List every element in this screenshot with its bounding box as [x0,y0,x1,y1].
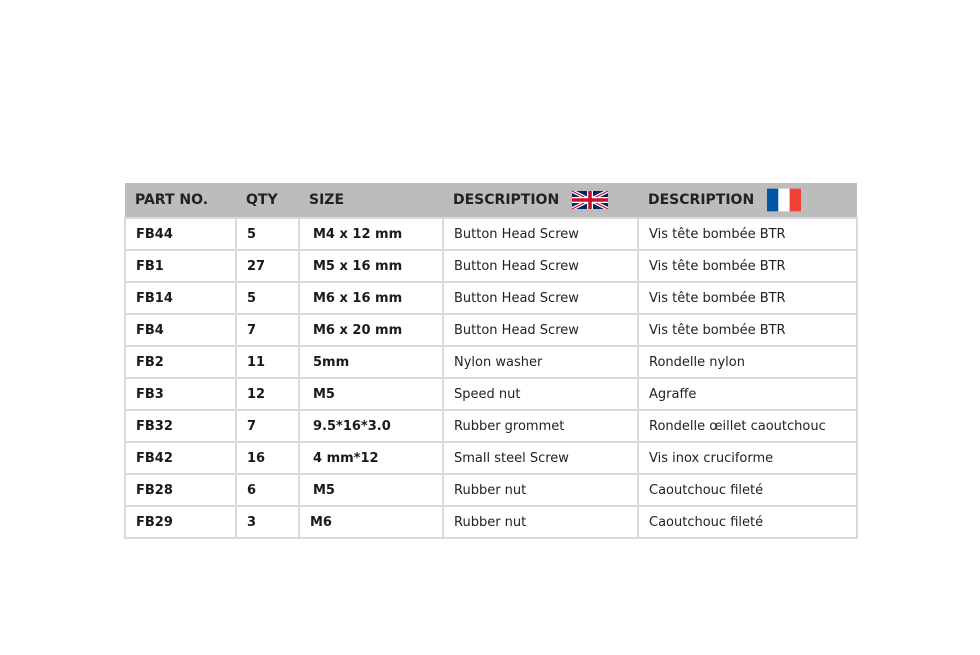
cell-part-no: FB29 [125,506,236,538]
header-qty: QTY [236,183,299,218]
cell-size: M4 x 12 mm [299,218,443,250]
header-description-en-label: DESCRIPTION [453,192,560,208]
cell-size: 5mm [299,346,443,378]
cell-qty: 5 [236,218,299,250]
cell-part-no: FB4 [125,314,236,346]
cell-description-fr: Vis tête bombée BTR [638,282,857,314]
cell-size: M6 [299,506,443,538]
table-row [125,378,857,410]
table-row [125,474,857,506]
cell-description-fr: Vis tête bombée BTR [638,250,857,282]
cell-description-en: Nylon washer [443,346,638,378]
cell-size: 4 mm*12 [299,442,443,474]
header-description-fr-label: DESCRIPTION [648,192,755,208]
cell-description-en: Button Head Screw [443,282,638,314]
cell-description-en: Button Head Screw [443,218,638,250]
cell-size: M5 [299,378,443,410]
cell-part-no: FB32 [125,410,236,442]
cell-description-en: Rubber grommet [443,410,638,442]
cell-qty: 12 [236,378,299,410]
header-part-no: PART NO. [125,183,236,218]
france-flag-icon [767,188,801,212]
header-size: SIZE [299,183,443,218]
cell-qty: 3 [236,506,299,538]
cell-description-fr: Caoutchouc fileté [638,474,857,506]
uk-flag-icon [572,189,608,211]
cell-size: M6 x 20 mm [299,314,443,346]
parts-table [124,183,858,539]
table-row [125,250,857,282]
table-row [125,218,857,250]
cell-part-no: FB28 [125,474,236,506]
cell-qty: 6 [236,474,299,506]
table-row [125,346,857,378]
table-row [125,506,857,538]
cell-size: M5 [299,474,443,506]
cell-qty: 16 [236,442,299,474]
cell-qty: 5 [236,282,299,314]
cell-description-en: Button Head Screw [443,314,638,346]
cell-description-fr: Rondelle nylon [638,346,857,378]
cell-description-fr: Vis tête bombée BTR [638,218,857,250]
header-description-fr [638,183,857,218]
cell-description-fr: Vis inox cruciforme [638,442,857,474]
table-row [125,410,857,442]
cell-description-en: Speed nut [443,378,638,410]
cell-qty: 7 [236,314,299,346]
table-header-row [125,183,857,218]
cell-description-fr: Rondelle œillet caoutchouc [638,410,857,442]
cell-description-fr: Caoutchouc fileté [638,506,857,538]
table-row [125,442,857,474]
table-row [125,314,857,346]
cell-part-no: FB42 [125,442,236,474]
cell-qty: 27 [236,250,299,282]
cell-part-no: FB44 [125,218,236,250]
cell-description-en: Rubber nut [443,474,638,506]
cell-part-no: FB3 [125,378,236,410]
cell-size: M6 x 16 mm [299,282,443,314]
cell-qty: 11 [236,346,299,378]
cell-description-en: Small steel Screw [443,442,638,474]
cell-size: M5 x 16 mm [299,250,443,282]
cell-part-no: FB14 [125,282,236,314]
table-row [125,282,857,314]
cell-qty: 7 [236,410,299,442]
cell-description-fr: Vis tête bombée BTR [638,314,857,346]
cell-part-no: FB1 [125,250,236,282]
cell-size: 9.5*16*3.0 [299,410,443,442]
cell-description-fr: Agraffe [638,378,857,410]
cell-part-no: FB2 [125,346,236,378]
cell-description-en: Rubber nut [443,506,638,538]
cell-description-en: Button Head Screw [443,250,638,282]
header-description-en [443,183,638,218]
